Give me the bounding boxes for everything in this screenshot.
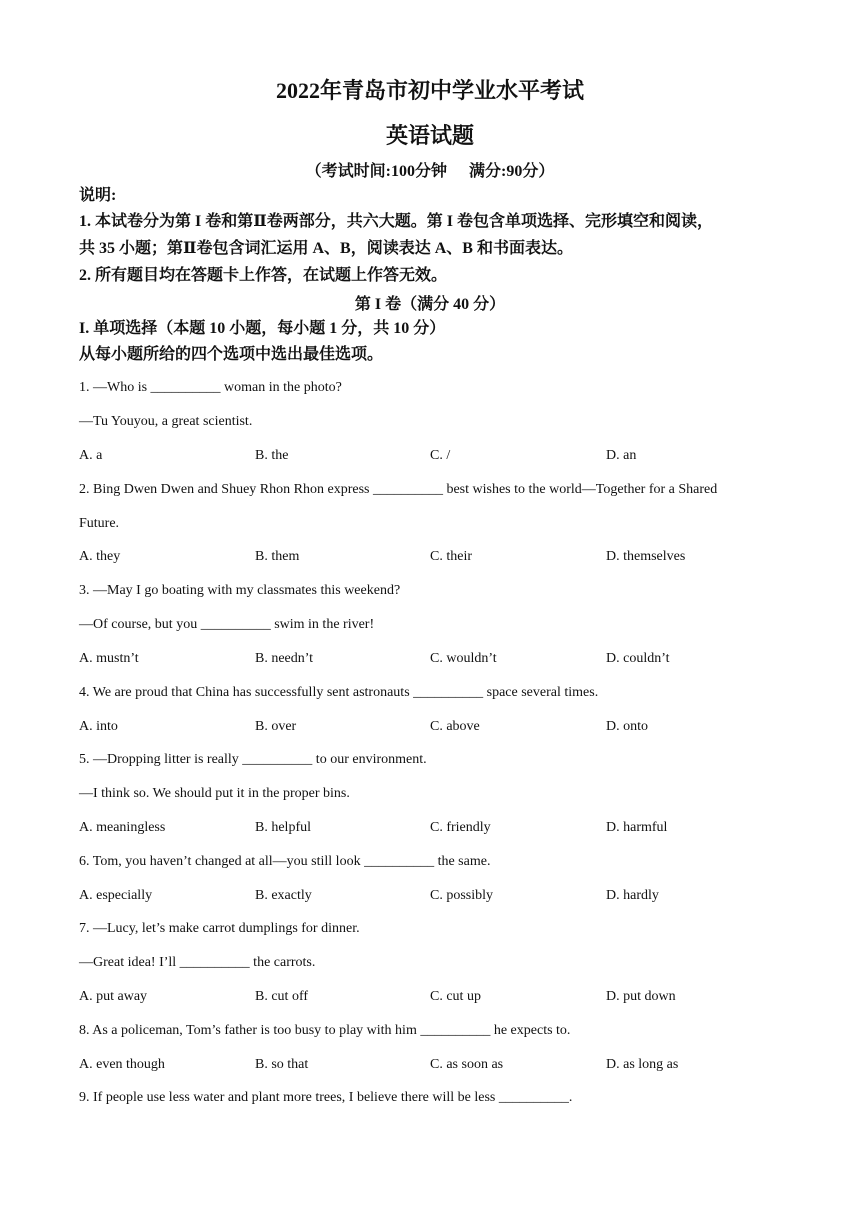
option: B. cut off bbox=[255, 989, 309, 1004]
question-line: 4. We are proud that China has successfully sent astronauts __________ space several times. bbox=[79, 685, 599, 700]
option: B. needn’t bbox=[255, 651, 314, 666]
section-heading: I. 单项选择（本题 10 小题，每小题 1 分，共 10 分） bbox=[79, 320, 446, 337]
option: A. a bbox=[79, 448, 103, 463]
option: D. put down bbox=[606, 989, 676, 1004]
question-line: Future. bbox=[79, 516, 120, 531]
option: A. put away bbox=[79, 989, 148, 1004]
option: A. into bbox=[79, 719, 118, 734]
question-line: —Great idea! I’ll __________ the carrots. bbox=[79, 955, 316, 970]
option: D. as long as bbox=[606, 1057, 679, 1072]
option: C. wouldn’t bbox=[430, 651, 497, 666]
question-line: 2. Bing Dwen Dwen and Shuey Rhon Rhon express __________ best wishes to the world—Together for a Shared bbox=[79, 482, 718, 497]
option: A. especially bbox=[79, 888, 153, 903]
section-directive: 从每小题所给的四个选项中选出最佳选项。 bbox=[79, 346, 384, 363]
option: D. onto bbox=[606, 719, 648, 734]
option: A. meaningless bbox=[79, 820, 166, 835]
option: A. mustn’t bbox=[79, 651, 139, 666]
option: D. hardly bbox=[606, 888, 659, 903]
exam-info bbox=[0, 158, 860, 181]
option: C. possibly bbox=[430, 888, 494, 903]
option: C. as soon as bbox=[430, 1057, 504, 1072]
option: B. so that bbox=[255, 1057, 309, 1072]
option: B. exactly bbox=[255, 888, 312, 903]
option: B. them bbox=[255, 549, 300, 564]
question-line: 1. —Who is __________ woman in the photo? bbox=[79, 380, 342, 395]
exam-score: 满分:90分） bbox=[469, 163, 555, 180]
question-line: 3. —May I go boating with my classmates this weekend? bbox=[79, 583, 401, 598]
question-line: —I think so. We should put it in the proper bins. bbox=[79, 786, 350, 801]
exam-time: （考试时间:100分钟 bbox=[305, 163, 447, 180]
option: D. themselves bbox=[606, 549, 686, 564]
instruction-line: 1. 本试卷分为第 I 卷和第Ⅱ卷两部分，共六大题。第 I 卷包含单项选择、完形填空和阅读， bbox=[79, 213, 713, 230]
exam-title: 2022年青岛市初中学业水平考试 bbox=[275, 78, 584, 103]
question-line: 7. —Lucy, let’s make carrot dumplings for dinner. bbox=[79, 921, 360, 936]
option: D. couldn’t bbox=[606, 651, 670, 666]
option: D. harmful bbox=[606, 820, 668, 835]
option: C. / bbox=[430, 448, 451, 463]
exam-subtitle: 英语试题 bbox=[385, 123, 474, 148]
question-line: —Tu Youyou, a great scientist. bbox=[79, 414, 253, 429]
option: C. friendly bbox=[430, 820, 491, 835]
question-line: —Of course, but you __________ swim in the river! bbox=[79, 617, 375, 632]
instruction-line: 2. 所有题目均在答题卡上作答，在试题上作答无效。 bbox=[79, 267, 448, 284]
part-heading: 第 I 卷（满分 40 分） bbox=[354, 296, 506, 313]
option: C. above bbox=[430, 719, 480, 734]
option: B. over bbox=[255, 719, 297, 734]
option: A. even though bbox=[79, 1057, 165, 1072]
option: B. the bbox=[255, 448, 289, 463]
question-line: 9. If people use less water and plant more trees, I believe there will be less __________. bbox=[79, 1090, 573, 1105]
question-line: 8. As a policeman, Tom’s father is too busy to play with him __________ he expects to. bbox=[79, 1023, 571, 1038]
instruction-line: 共 35 小题；第Ⅱ卷包含词汇运用 A、B，阅读表达 A、B 和书面表达。 bbox=[79, 240, 573, 257]
question-line: 5. —Dropping litter is really __________ to our environment. bbox=[79, 752, 427, 767]
question-line: 6. Tom, you haven’t changed at all—you still look __________ the same. bbox=[79, 854, 491, 869]
instructions-label: 说明: bbox=[79, 187, 117, 204]
option: B. helpful bbox=[255, 820, 311, 835]
option: C. cut up bbox=[430, 989, 481, 1004]
option: A. they bbox=[79, 549, 121, 564]
option: D. an bbox=[606, 448, 637, 463]
option: C. their bbox=[430, 549, 472, 564]
